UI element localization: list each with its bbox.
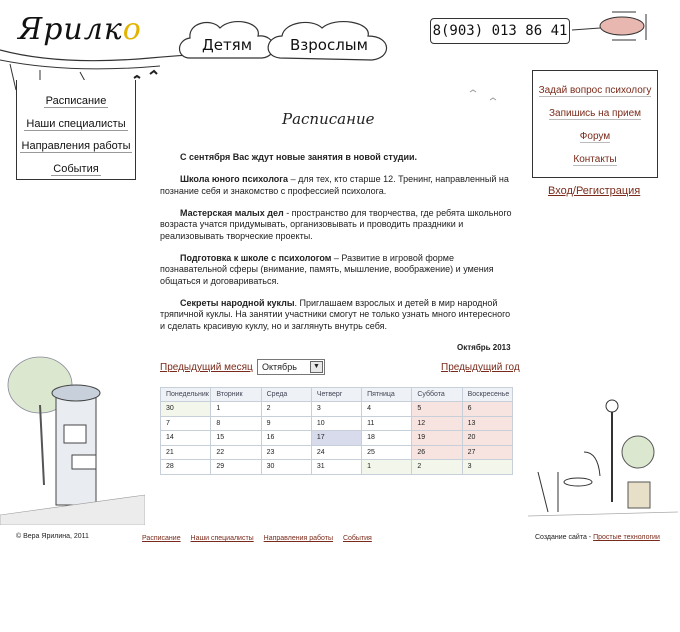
footer-link-schedule[interactable]: Расписание	[142, 535, 181, 542]
weekday-header: Пятница	[362, 388, 412, 402]
calendar-day[interactable]: 30	[161, 402, 211, 417]
right-menu-forum[interactable]	[533, 125, 657, 148]
weekday-header: Воскресенье	[462, 388, 512, 402]
section-heading: Секреты народной куклы	[180, 297, 295, 308]
calendar-week-row	[161, 416, 513, 431]
calendar-week-row	[161, 431, 513, 446]
calendar-day[interactable]: 12	[412, 416, 462, 431]
calendar-day[interactable]: 3	[462, 460, 512, 475]
calendar-day[interactable]: 31	[311, 460, 361, 475]
calendar-day[interactable]: 1	[211, 402, 261, 417]
calendar-day[interactable]: 18	[362, 431, 412, 446]
nav-adults[interactable]: Взрослым	[290, 36, 368, 54]
section-paragraph	[160, 253, 512, 288]
section-text: – для тех, кто старше 12. Тренинг, направленный на познание себя и знакомство с профессией психолога.	[160, 174, 509, 196]
right-menu-appointment[interactable]	[533, 102, 657, 125]
calendar-day[interactable]: 2	[261, 402, 311, 417]
calendar-day[interactable]: 13	[462, 416, 512, 431]
month-select-value: Октябрь	[262, 362, 297, 372]
left-menu-label: События	[53, 162, 99, 175]
calendar-day[interactable]: 10	[311, 416, 361, 431]
footer-link-directions[interactable]: Направления работы	[263, 535, 333, 542]
credits-prefix: Создание сайта -	[535, 534, 594, 541]
footer-link-events[interactable]: События	[342, 535, 372, 542]
calendar-day[interactable]: 22	[211, 445, 261, 460]
weekday-header: Среда	[261, 388, 311, 402]
calendar-day[interactable]: 25	[362, 445, 412, 460]
calendar-table	[160, 387, 513, 475]
left-menu-item-directions[interactable]	[17, 135, 135, 158]
left-menu-item-events[interactable]	[17, 158, 135, 181]
calendar-day[interactable]: 6	[462, 402, 512, 417]
prev-month-link[interactable]: Предыдущий месяц	[160, 362, 253, 373]
right-menu-label: Форум	[579, 131, 611, 142]
calendar-day[interactable]: 7	[161, 416, 211, 431]
site-credits	[535, 534, 660, 541]
weekday-header: Вторник	[211, 388, 261, 402]
calendar-day[interactable]: 1	[362, 460, 412, 475]
calendar-day[interactable]: 14	[161, 431, 211, 446]
calendar-day-today[interactable]: 17	[311, 431, 361, 446]
cafe-illustration-right	[528, 392, 678, 532]
calendar-day[interactable]: 4	[362, 402, 412, 417]
calendar-week-row	[161, 402, 513, 417]
calendar-day[interactable]: 15	[211, 431, 261, 446]
right-menu-label: Задай вопрос психологу	[538, 85, 652, 96]
section-heading: Подготовка к школе с психологом	[180, 252, 332, 263]
calendar-day[interactable]: 30	[261, 460, 311, 475]
calendar-day[interactable]: 16	[261, 431, 311, 446]
section-text: . Приглашаем взрослых и детей в мир народной тряпичной куклы. На занятии участники смогут не только узнать много интересного и сделать красивую куклу, но и заглянуть внутрь себя.	[160, 297, 511, 331]
weekday-header: Суббота	[412, 388, 462, 402]
section-text: - пространство для творчества, где ребята школьного возраста учатся придумывать, организовывать и проводить праздники и реализовывать творческие проекты.	[160, 207, 512, 241]
prev-year-link[interactable]: Предыдущий год	[441, 362, 520, 373]
footer-nav	[142, 535, 380, 542]
weekday-header: Понедельник	[161, 388, 211, 402]
left-menu-label: Наши специалисты	[26, 117, 126, 130]
calendar-day[interactable]: 24	[311, 445, 361, 460]
calendar-month-label: Октябрь 2013	[457, 343, 511, 352]
left-menu-label: Направления работы	[21, 140, 131, 152]
credits-link[interactable]: Простые технологии	[593, 534, 660, 541]
calendar-day[interactable]: 20	[462, 431, 512, 446]
copyright: © Вера Ярилина, 2011	[16, 533, 89, 540]
left-menu-item-specialists[interactable]	[17, 113, 135, 136]
logo-sun-letter: о	[122, 12, 142, 47]
right-menu-label: Запишись на прием	[548, 108, 642, 119]
left-menu	[16, 80, 136, 180]
weekday-header: Четверг	[311, 388, 361, 402]
right-menu-ask-psychologist[interactable]	[533, 79, 657, 102]
section-paragraph	[160, 298, 512, 333]
section-heading: Мастерская малых дел	[180, 207, 284, 218]
calendar-day[interactable]: 9	[261, 416, 311, 431]
section-text: – Развитие в игровой форме познавательной сферы (внимание, память, мышление, воображение) и умения общаться и договариваться.	[160, 252, 494, 286]
intro-text: С сентября Вас ждут новые занятия в новой студии.	[180, 152, 418, 162]
calendar-day[interactable]: 11	[362, 416, 412, 431]
calendar-day[interactable]: 19	[412, 431, 462, 446]
left-menu-item-schedule[interactable]	[17, 90, 135, 113]
login-link[interactable]: Вход/Регистрация	[548, 185, 641, 197]
main-content	[160, 152, 512, 343]
street-illustration-left	[0, 345, 145, 525]
right-menu-contacts[interactable]	[533, 148, 657, 171]
calendar-day[interactable]: 23	[261, 445, 311, 460]
calendar-day[interactable]: 27	[462, 445, 512, 460]
site-logo[interactable]	[18, 12, 142, 47]
logo-text: Ярилк	[18, 12, 123, 47]
chevron-down-icon[interactable]: ▼	[310, 361, 323, 373]
month-select[interactable]	[257, 359, 325, 375]
footer-link-specialists[interactable]: Наши специалисты	[190, 535, 254, 542]
section-heading: Школа юного психолога	[180, 174, 289, 184]
calendar-day[interactable]: 29	[211, 460, 261, 475]
page-title: Расписание	[282, 110, 375, 128]
calendar-header-row	[161, 388, 513, 402]
calendar-day[interactable]: 28	[161, 460, 211, 475]
section-paragraph	[160, 174, 512, 197]
calendar-week-row	[161, 445, 513, 460]
calendar-day[interactable]: 21	[161, 445, 211, 460]
calendar-day[interactable]: 8	[211, 416, 261, 431]
left-menu-label: Расписание	[45, 95, 107, 107]
calendar-day[interactable]: 26	[412, 445, 462, 460]
right-menu	[532, 70, 658, 178]
section-paragraph	[160, 208, 512, 243]
calendar-day[interactable]: 2	[412, 460, 462, 475]
right-menu-label: Контакты	[573, 154, 617, 165]
calendar-day[interactable]: 5	[412, 402, 462, 417]
calendar-day[interactable]: 3	[311, 402, 361, 417]
nav-children[interactable]: Детям	[202, 36, 253, 54]
phone-number: 8(903) 013 86 41	[430, 18, 570, 44]
calendar-week-row	[161, 460, 513, 475]
